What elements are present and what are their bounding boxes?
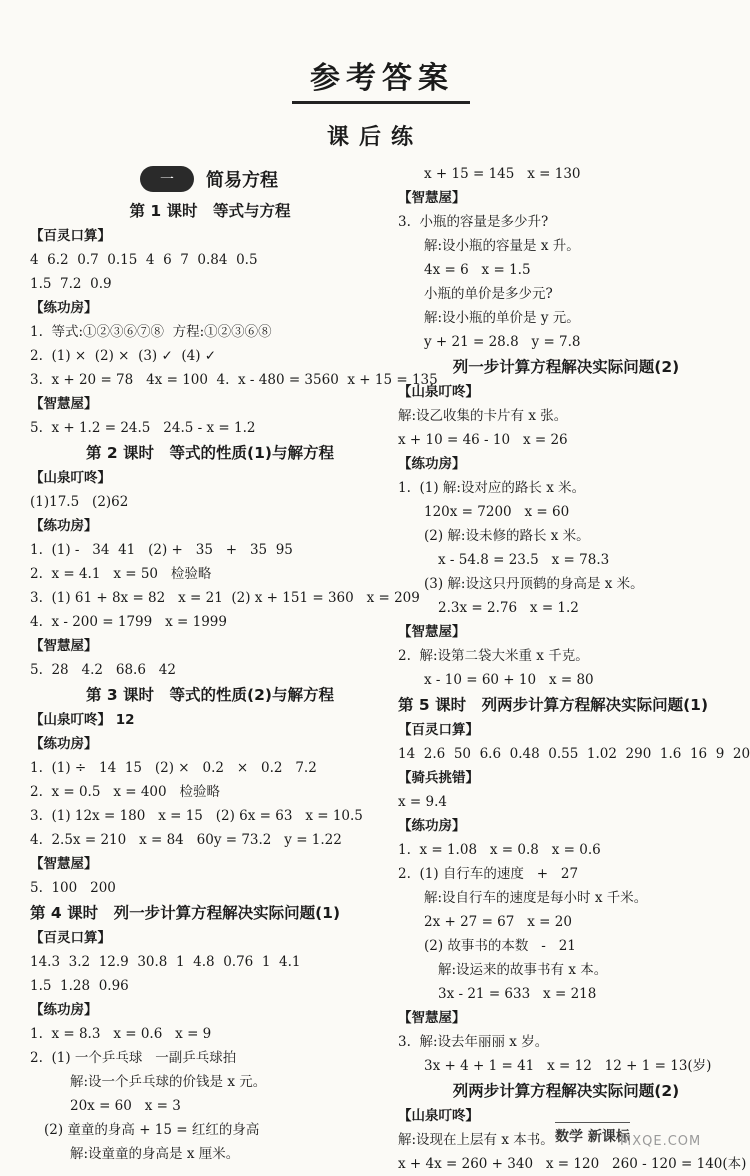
answer-line: 3x - 21 = 633 x = 218 xyxy=(438,986,597,1002)
answer-line: 5. x + 1.2 = 24.5 24.5 - x = 1.2 xyxy=(30,420,256,436)
answer-line: 3. (1) 61 + 8x = 82 x = 21 (2) x + 151 = 360 x = 209 xyxy=(30,590,420,606)
section-tag: 【智慧屋】 xyxy=(30,396,98,412)
answer-line: 解:设乙收集的卡片有 x 张。 xyxy=(398,408,568,424)
section-tag: 【智慧屋】 xyxy=(398,624,466,640)
section-tag: 【山泉叮咚】 12 xyxy=(30,712,135,728)
answer-line: 解:设小瓶的单价是 y 元。 xyxy=(424,310,580,326)
answer-line: x - 54.8 = 23.5 x = 78.3 xyxy=(438,552,610,568)
answer-line: x = 9.4 xyxy=(398,794,447,810)
answer-line: 3. 小瓶的容量是多少升? xyxy=(398,214,549,230)
answer-line: 20x = 60 x = 3 xyxy=(70,1098,181,1114)
unit-heading xyxy=(140,162,390,196)
right-column xyxy=(398,162,750,1176)
answer-line: x + 10 = 46 - 10 x = 26 xyxy=(398,432,568,448)
unit-number-badge: 一 xyxy=(140,166,194,192)
answer-line: 小瓶的单价是多少元? xyxy=(424,286,553,302)
answer-line: 1. x = 1.08 x = 0.8 x = 0.6 xyxy=(398,842,601,858)
answer-line: 2. (1) × (2) × (3) ✓ (4) ✓ xyxy=(30,348,217,364)
section-tag: 【骑兵挑错】 xyxy=(398,770,479,786)
lesson-heading: 第 4 课时 列一步计算方程解决实际问题(1) xyxy=(30,904,341,922)
section-tag: 【山泉叮咚】 xyxy=(398,384,479,400)
answer-line: 解:设童童的身高是 x 厘米。 xyxy=(70,1146,240,1162)
answer-line: (2) 故事书的本数 - 21 xyxy=(424,938,576,954)
answer-line: 3. (1) 12x = 180 x = 15 (2) 6x = 63 x = 10.5 xyxy=(30,808,363,824)
right-answer-lines xyxy=(398,162,750,1176)
section-tag: 【山泉叮咚】 xyxy=(30,470,111,486)
section-tag: 【智慧屋】 xyxy=(398,190,466,206)
answer-line: 3x + 4 + 1 = 41 x = 12 12 + 1 = 13(岁) xyxy=(424,1058,712,1074)
page-title: 参考答案 xyxy=(310,61,454,96)
answer-line: 2. x = 0.5 x = 400 检验略 xyxy=(30,784,220,800)
answer-line: 2x + 27 = 67 x = 20 xyxy=(424,914,572,930)
answer-line: 1.5 7.2 0.9 xyxy=(30,276,112,292)
page-footer: 数学 新课标 xyxy=(555,1122,630,1146)
answer-line: 2. (1) 自行车的速度 + 27 xyxy=(398,866,579,882)
section-tag: 【智慧屋】 xyxy=(30,638,98,654)
lesson-heading: 第 5 课时 列两步计算方程解决实际问题(1) xyxy=(398,696,709,714)
answer-line: 1.5 1.28 0.96 xyxy=(30,978,129,994)
lesson-heading: 列两步计算方程解决实际问题(2) xyxy=(452,1082,680,1100)
answer-line: (2) 解:设未修的路长 x 米。 xyxy=(424,528,590,544)
answer-line: 5. 28 4.2 68.6 42 xyxy=(30,662,176,678)
section-tag: 【练功房】 xyxy=(30,1002,98,1018)
lesson-heading: 第 1 课时 等式与方程 xyxy=(129,202,291,220)
answer-line: (3) 解:设这只丹顶鹤的身高是 x 米。 xyxy=(424,576,644,592)
section-tag: 【练功房】 xyxy=(30,300,98,316)
answer-line: 4. 2.5x = 210 x = 84 60y = 73.2 y = 1.22 xyxy=(30,832,342,848)
answer-line: x + 15 = 145 x = 130 xyxy=(424,166,581,182)
answer-line: 4x = 6 x = 1.5 xyxy=(424,262,531,278)
lesson-heading: 列一步计算方程解决实际问题(2) xyxy=(452,358,680,376)
lesson-heading: 第 2 课时 等式的性质(1)与解方程 xyxy=(85,444,335,462)
section-tag: 【山泉叮咚】 xyxy=(398,1108,479,1124)
answer-line: 4. x - 200 = 1799 x = 1999 xyxy=(30,614,227,630)
section-tag: 【智慧屋】 xyxy=(398,1010,466,1026)
answer-line: 解:设自行车的速度是每小时 x 千米。 xyxy=(424,890,648,906)
answer-line: 3. x + 20 = 78 4x = 100 4. x - 480 = 3560 x + 15 = 135 xyxy=(30,372,438,388)
section-tag: 【练功房】 xyxy=(30,736,98,752)
section-title: 课后练 xyxy=(326,125,423,150)
section-tag: 【智慧屋】 xyxy=(30,856,98,872)
answer-line: 3. 解:设去年丽丽 x 岁。 xyxy=(398,1034,549,1050)
watermark: MXQE.COM xyxy=(620,1134,702,1149)
answer-line: 14.3 3.2 12.9 30.8 1 4.8 0.76 1 4.1 xyxy=(30,954,301,970)
section-tag: 【百灵口算】 xyxy=(398,722,479,738)
answer-line: 2. x = 4.1 x = 50 检验略 xyxy=(30,566,212,582)
lesson-heading: 第 3 课时 等式的性质(2)与解方程 xyxy=(85,686,335,704)
answer-line: 5. 100 200 xyxy=(30,880,116,896)
answer-line: 2. 解:设第二袋大米重 x 千克。 xyxy=(398,648,589,664)
unit-title: 简易方程 xyxy=(206,170,278,191)
answer-line: 1. x = 8.3 x = 0.6 x = 9 xyxy=(30,1026,212,1042)
answer-line: 1. (1) - 34 41 (2) + 35 + 35 95 xyxy=(30,542,293,558)
answer-line: 2.3x = 2.76 x = 1.2 xyxy=(438,600,579,616)
answer-line: 1. 等式:①②③⑥⑦⑧ 方程:①②③⑥⑧ xyxy=(30,324,272,340)
answer-line: y + 21 = 28.8 y = 7.8 xyxy=(424,334,581,350)
title-underline xyxy=(292,101,470,104)
section-tag: 【练功房】 xyxy=(30,518,98,534)
answer-line: 1. (1) ÷ 14 15 (2) × 0.2 × 0.2 7.2 xyxy=(30,760,317,776)
answer-line: 2. (1) 一个乒乓球 一副乒乓球拍 xyxy=(30,1050,237,1066)
answer-line: 1. (1) 解:设对应的路长 x 米。 xyxy=(398,480,586,496)
answer-line: 解:设运来的故事书有 x 本。 xyxy=(438,962,608,978)
answer-line: 解:设一个乒乓球的价钱是 x 元。 xyxy=(70,1074,267,1090)
section-tag: 【练功房】 xyxy=(398,456,466,472)
answer-line: 4 6.2 0.7 0.15 4 6 7 0.84 0.5 xyxy=(30,252,258,268)
answer-line: 解:设小瓶的容量是 x 升。 xyxy=(424,238,580,254)
answer-line: 14 2.6 50 6.6 0.48 0.55 1.02 290 1.6 16 9 20 xyxy=(398,746,750,762)
section-tag: 【百灵口算】 xyxy=(30,228,111,244)
answer-line: (2) 童童的身高 + 15 = 红红的身高 xyxy=(44,1122,260,1138)
answer-line: 解:设现在上层有 x 本书。 xyxy=(398,1132,554,1148)
section-tag: 【百灵口算】 xyxy=(30,930,111,946)
section-tag: 【练功房】 xyxy=(398,818,466,834)
answer-line: (1)17.5 (2)62 xyxy=(30,494,129,510)
answer-line: x - 10 = 60 + 10 x = 80 xyxy=(424,672,594,688)
answer-line: 120x = 7200 x = 60 xyxy=(424,504,570,520)
answer-line: x + 4x = 260 + 340 x = 120 260 - 120 = 140(本) xyxy=(398,1156,747,1172)
